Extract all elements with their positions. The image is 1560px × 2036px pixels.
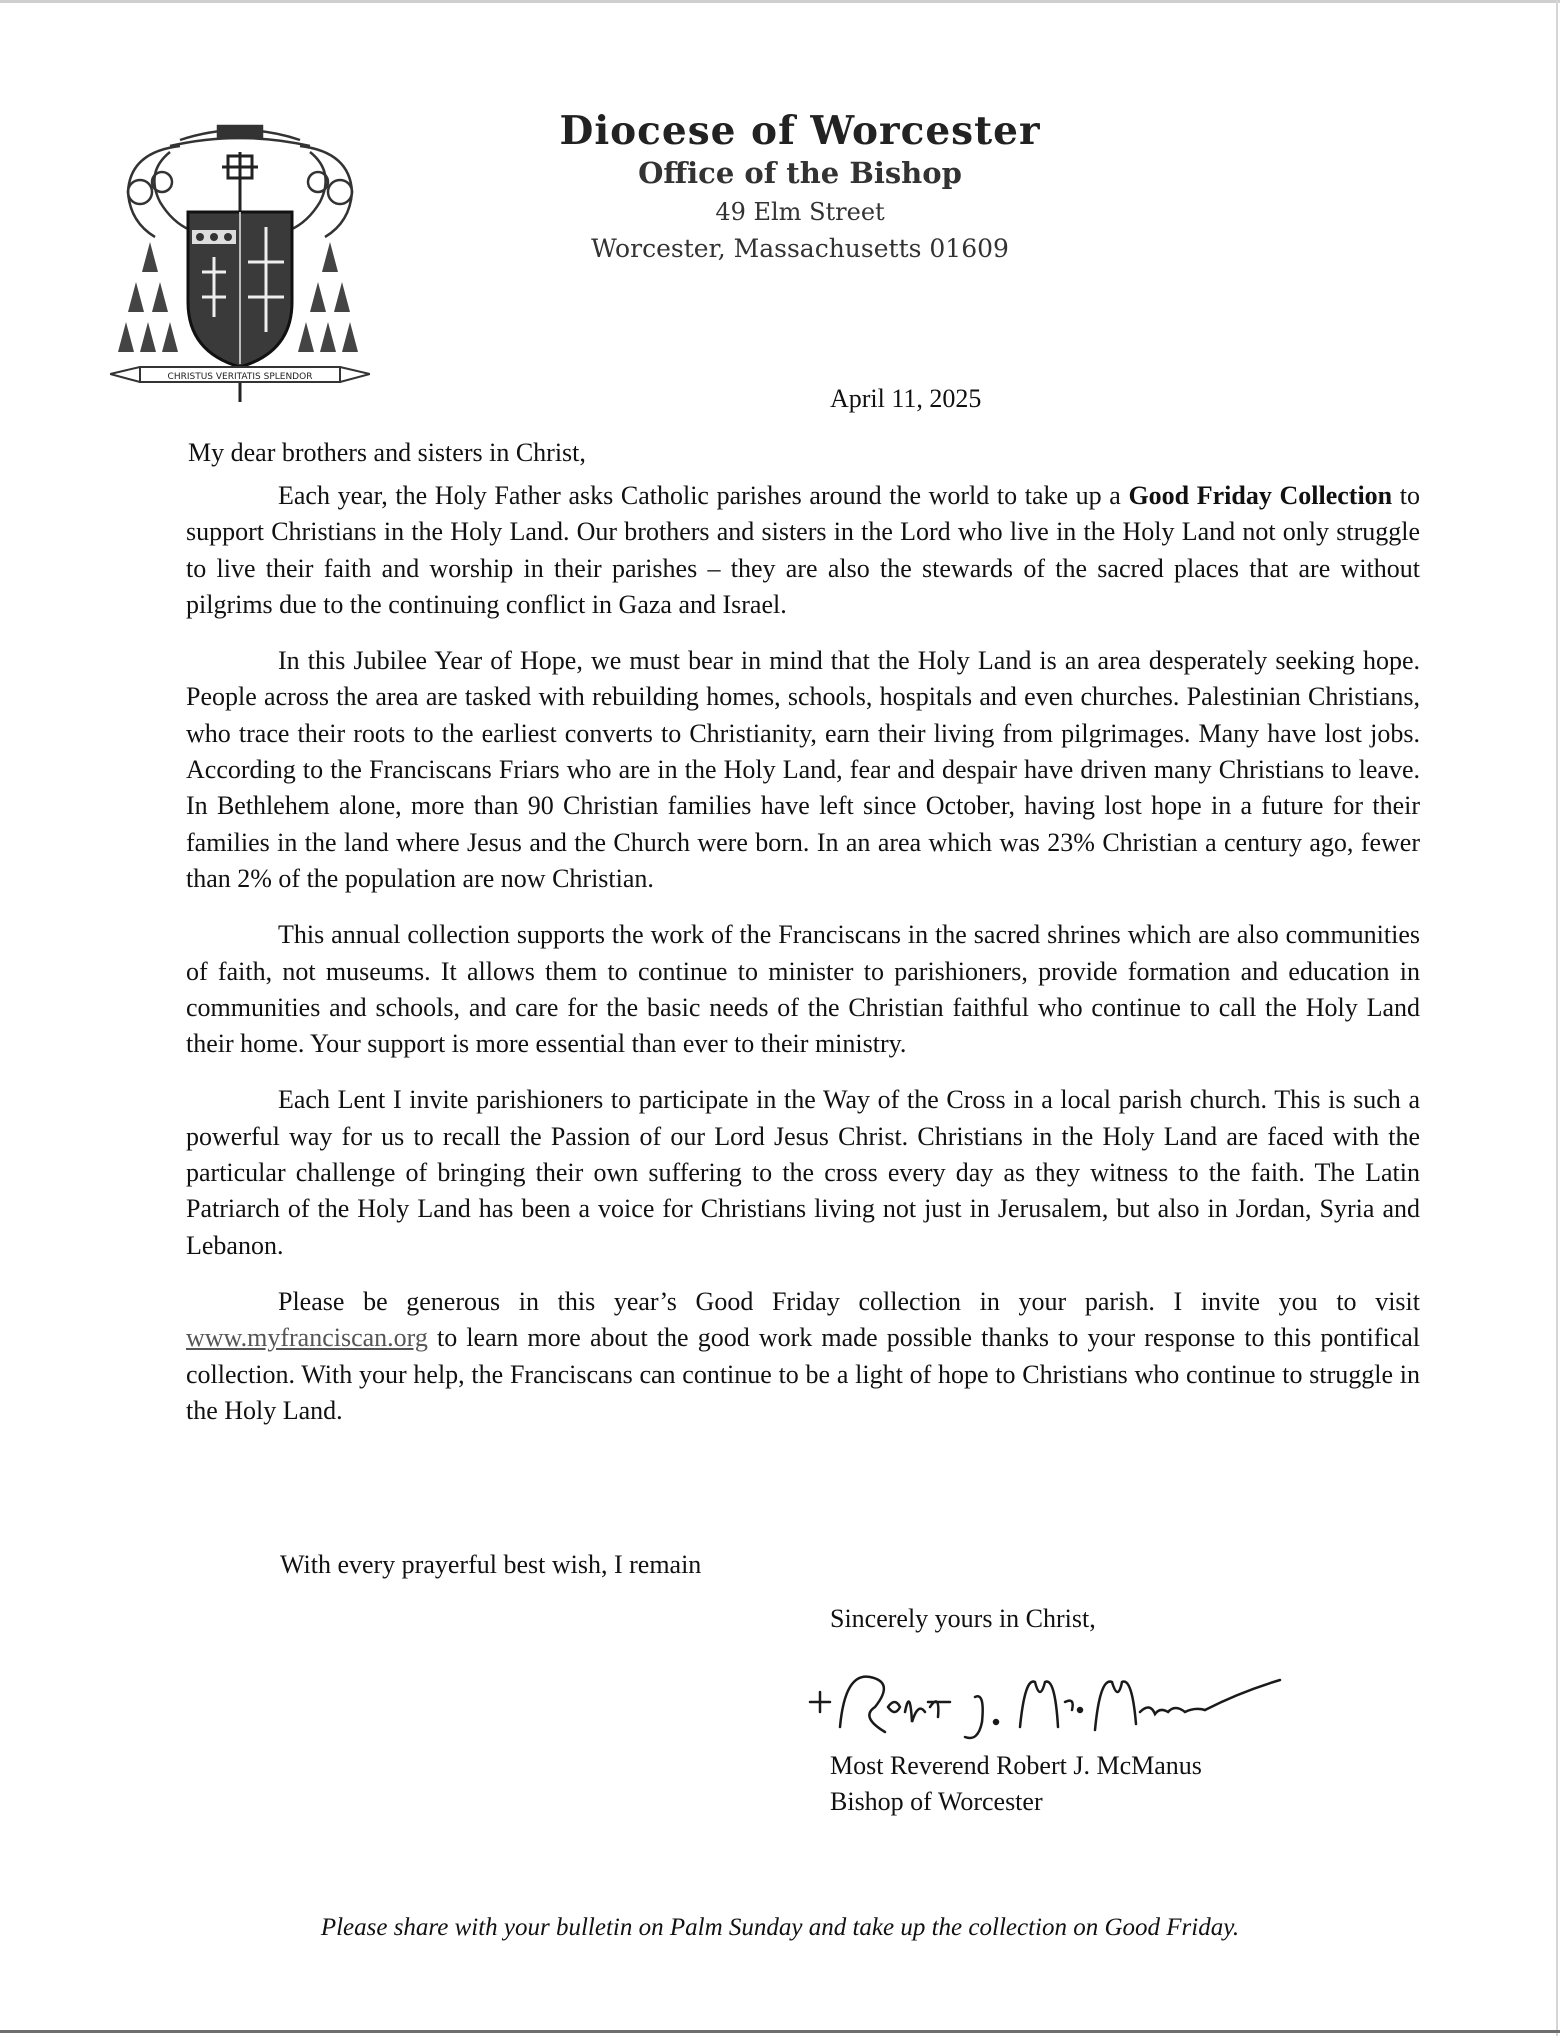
city-address: Worcester, Massachusetts 01609: [591, 234, 1009, 263]
page-edge-right: [1556, 0, 1558, 2036]
closing-line: With every prayerful best wish, I remain: [280, 1550, 702, 1579]
signer-block: [830, 1748, 1202, 1820]
letterhead: [520, 108, 1080, 263]
letter-body: [186, 478, 1420, 1449]
salutation: My dear brothers and sisters in Christ,: [188, 438, 586, 467]
paragraph-1-text-end: to support Christians in the Holy Land. Our brothers and sisters in the Lord who live in the Holy Land not only struggle to live their faith and worship in their parishes – they are also the stewards of the sacred places that are without pilgrims due to the continuing conflict in Gaza and Israel.: [186, 481, 1420, 619]
paragraph-5: [186, 1284, 1420, 1429]
valediction: Sincerely yours in Christ,: [830, 1604, 1096, 1633]
paragraph-3: This annual collection supports the work of the Franciscans in the sacred shrines which are also communities of faith, not museums. It allows them to continue to minister to parishioners, provide formation and education in communities and schools, and care for the basic needs of the Christian faithful who continue to call the Holy Land their home. Your support is more essential than ever to their ministry.: [186, 920, 1420, 1059]
franciscan-link[interactable]: www.myfranciscan.org: [186, 1323, 428, 1353]
office-name: Office of the Bishop: [638, 156, 962, 190]
page-edge-top: [0, 0, 1560, 3]
page-edge-bottom: [0, 2030, 1560, 2033]
signer-title: Bishop of Worcester: [830, 1787, 1043, 1816]
paragraph-5-text: Please be generous in this year’s Good Friday collection in your parish. I invite you to visit: [278, 1286, 1420, 1316]
coat-of-arms-icon: [110, 112, 370, 412]
paragraph-1-text: Each year, the Holy Father asks Catholic parishes around the world to take up a: [278, 481, 1129, 510]
crest-motto: CHRISTUS VERITATIS SPLENDOR: [167, 372, 313, 382]
signer-name: Most Reverend Robert J. McManus: [830, 1751, 1202, 1780]
footnote: Please share with your bulletin on Palm Sunday and take up the collection on Good Friday.: [320, 1914, 1240, 1941]
diocese-name: Diocese of Worcester: [559, 108, 1041, 154]
paragraph-5-text-end: to learn more about the good work made possible thanks to your response to this pontifical collection. With your help, the Franciscans can continue to be a light of hope to Christians who continue to struggle in the Holy Land.: [186, 1323, 1420, 1425]
letter-date: April 11, 2025: [830, 384, 982, 413]
signature-icon: [800, 1652, 1300, 1752]
paragraph-2: In this Jubilee Year of Hope, we must bear in mind that the Holy Land is an area desperately seeking hope. People across the area are tasked with rebuilding homes, schools, hospitals and even churches. Palestinian Christians, who trace their roots to the earliest converts to Christianity, earn their living from pilgrimages. Many have lost jobs. According to the Franciscans Friars who are in the Holy Land, fear and despair have driven many Christians to leave. In Bethlehem alone, more than 90 Christian families have left since October, having lost hope in a future for their families in the land where Jesus and the Church were born. In an area which was 23% Christian a century ago, fewer than 2% of the population are now Christian.: [186, 646, 1420, 893]
paragraph-4: Each Lent I invite parishioners to participate in the Way of the Cross in a local parish church. This is such a powerful way for us to recall the Passion of our Lord Jesus Christ. Christians in the Holy Land are faced with the particular challenge of bringing their own suffering to the cross every day as they witness to the faith. The Latin Patriarch of the Holy Land has been a voice for Christians living not just in Jerusalem, but also in Jordan, Syria and Lebanon.: [186, 1085, 1420, 1260]
street-address: 49 Elm Street: [715, 198, 885, 226]
collection-name: Good Friday Collection: [1128, 481, 1393, 510]
paragraph-1: [186, 478, 1420, 623]
